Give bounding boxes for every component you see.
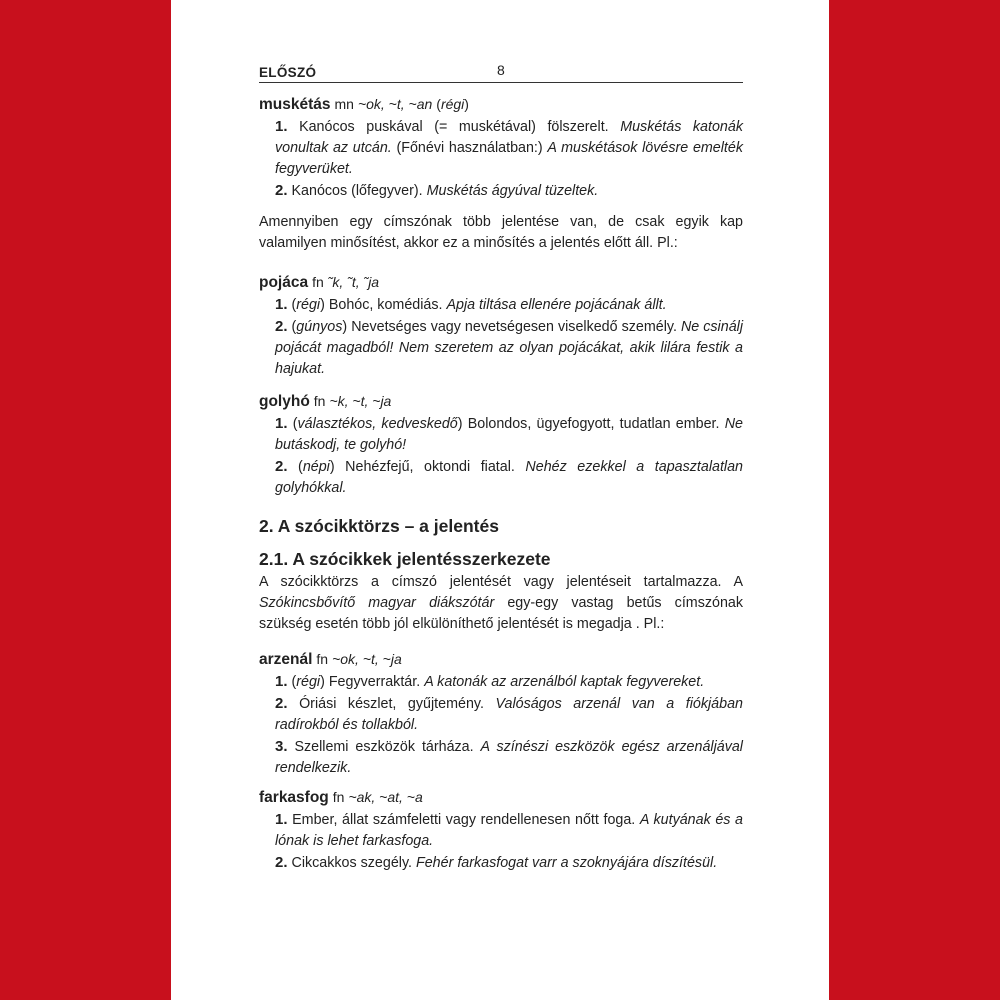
paragraph-text: egy-egy vastag betűs címszónak szükség esetén több jól elkülöníthető jelentését is megadja . Pl.: (259, 595, 743, 632)
sense-1: 1. (régi) Fegyverraktár. A katonák az arzenálból kaptak fegyvereket. (275, 673, 705, 690)
definition: Szellemi eszközök tárháza. (294, 739, 474, 755)
example: Fehér farkasfogat varr a szoknyájára díszítésül. (416, 855, 718, 871)
paragraph-intro (259, 572, 743, 635)
definition: Óriási készlet, gyűjtemény. (299, 696, 484, 712)
part-of-speech: fn (313, 393, 326, 409)
sense-number: 3. (275, 738, 288, 755)
inflection-forms: ~ok, ~t, ~ja (332, 651, 402, 667)
sense-2: 2. (népi) Nehézfejű, oktondi fiatal. Nehéz ezekkel a tapasztalatlan golyhókkal. (275, 458, 744, 496)
definition: Bolondos, ügyefogyott, tudatlan ember. (467, 416, 720, 432)
sense-number: 2. (275, 854, 288, 871)
sense-2 (259, 180, 743, 202)
definition: Nehézfejű, oktondi fiatal. (345, 459, 515, 475)
page-content (259, 60, 744, 871)
usage-tag: gúnyos (296, 319, 343, 335)
definition: Bohóc, komédiás. (328, 297, 443, 313)
usage-tag: régi (296, 674, 321, 690)
sense-2: 2. (gúnyos) Nevetséges vagy nevetségesen viselkedő személy. Ne csinálj pojácát magadból! Nem szeretem az olyan pojácákat, akik lilára festik a hajukat. (275, 318, 743, 377)
paragraph-qualifier-note: Amennyiben egy címszónak több jelentése van, de csak egyik kap valamilyen minősítést, akkor ez a minősítés a jelentés előtt áll. Pl.: (259, 214, 743, 251)
entry-arzenal (259, 649, 743, 779)
sense-number: 1. (275, 118, 288, 135)
entry-headline (259, 272, 743, 294)
example: Muskétás ágyúval tüzeltek. (426, 183, 599, 199)
sense-3 (259, 736, 743, 779)
sense-number: 2. (275, 182, 288, 199)
headword: farkasfog (259, 789, 329, 806)
sense-1: 1. (régi) Bohóc, komédiás. Apja tiltása ellenére pojácának állt. (275, 296, 667, 313)
entry-golyho (259, 391, 743, 499)
definition: Ember, állat számfeletti vagy rendellenesen nőtt foga. (292, 812, 636, 828)
usage-tag: népi (302, 459, 330, 475)
definition: Cikcakkos szegély. (291, 855, 413, 871)
header-title: ELŐSZÓ (259, 65, 317, 80)
sense-1 (259, 116, 743, 180)
entry-headline: muskétás mn ~ok, ~t, ~an (régi) (259, 96, 469, 113)
sense-number: 1. (275, 673, 288, 690)
book-page (171, 0, 829, 1000)
inflection-forms: ~ok, ~t, ~an (357, 96, 433, 112)
sense-1 (259, 809, 743, 852)
definition: Kanócos puskával (= muskétával) fölszerelt. (299, 119, 609, 135)
entry-headline (259, 649, 743, 671)
example: Nehéz ezekkel a tapasztalatlan golyhókkal. (275, 459, 744, 496)
part-of-speech: fn (312, 274, 324, 290)
running-header (259, 60, 743, 83)
sense-number: 2. (275, 318, 288, 335)
page-number: 8 (497, 62, 505, 78)
example: A muskétások lövésre emelték fegyverüket. (275, 140, 744, 177)
headword: arzenál (259, 651, 313, 668)
usage-tag: választékos, kedveskedő (297, 416, 458, 432)
sense-number: 1. (275, 296, 288, 313)
book-title: Szókincsbővítő magyar diákszótár (259, 595, 495, 611)
example: Apja tiltása ellenére pojácának állt. (446, 297, 667, 313)
part-of-speech: mn (334, 96, 354, 112)
subsection-heading: 2.1. A szócikkek jelentésszerkezete (259, 549, 551, 569)
definition: Fegyverraktár. (328, 674, 421, 690)
example: Valóságos arzenál van a fiókjában radírokból és tollakból. (275, 696, 743, 733)
entry-headline (259, 391, 743, 413)
sense-1: 1. (választékos, kedveskedő) Bolondos, ügyefogyott, tudatlan ember. Ne butáskodj, te golyhó! (275, 415, 743, 453)
part-of-speech: fn (316, 651, 329, 667)
inflection-forms: ~k, ~t, ~ja (329, 393, 392, 409)
entry-farkasfog (259, 787, 743, 874)
sense-number: 1. (275, 811, 288, 828)
example: Ne butáskodj, te golyhó! (275, 416, 743, 453)
section-heading: 2. A szócikktörzs – a jelentés (259, 516, 499, 536)
inflection-forms: ~ak, ~at, ~a (348, 789, 423, 805)
example: Muskétás katonák vonultak az utcán. (275, 119, 743, 156)
sense-2 (259, 693, 743, 736)
sense-number: 2. (275, 695, 288, 712)
sense-number: 1. (275, 415, 288, 432)
entry-musketas (259, 94, 743, 202)
headword: pojáca (259, 274, 309, 291)
headword: muskétás (259, 96, 331, 113)
definition: Kanócos (lőfegyver). (291, 183, 423, 199)
part-of-speech: fn (332, 789, 345, 805)
sense-2 (259, 852, 743, 874)
usage-tag: régi (440, 96, 465, 112)
usage-tag: régi (296, 297, 321, 313)
entry-headline (259, 787, 743, 809)
example: A színészi eszközök egész arzenáljával rendelkezik. (275, 739, 743, 776)
example: Ne csinálj pojácát magadból! Nem szeretem az olyan pojácákat, akik lilára festik a hajukat. (275, 319, 743, 377)
definition: Nevetséges vagy nevetségesen viselkedő személy. (351, 319, 677, 335)
example: A kutyának és a lónak is lehet farkasfoga. (275, 812, 743, 849)
inflection-forms: ˜k, ˜t, ˜ja (327, 274, 380, 290)
paragraph-text: A szócikktörzs a címszó jelentését vagy jelentéseit tartalmazza. A (259, 574, 743, 590)
entry-pojaca (259, 272, 743, 380)
usage-note: (Főnévi használatban:) (396, 140, 543, 156)
example: A katonák az arzenálból kaptak fegyvereket. (424, 674, 705, 690)
headword: golyhó (259, 393, 310, 410)
sense-number: 2. (275, 458, 288, 475)
